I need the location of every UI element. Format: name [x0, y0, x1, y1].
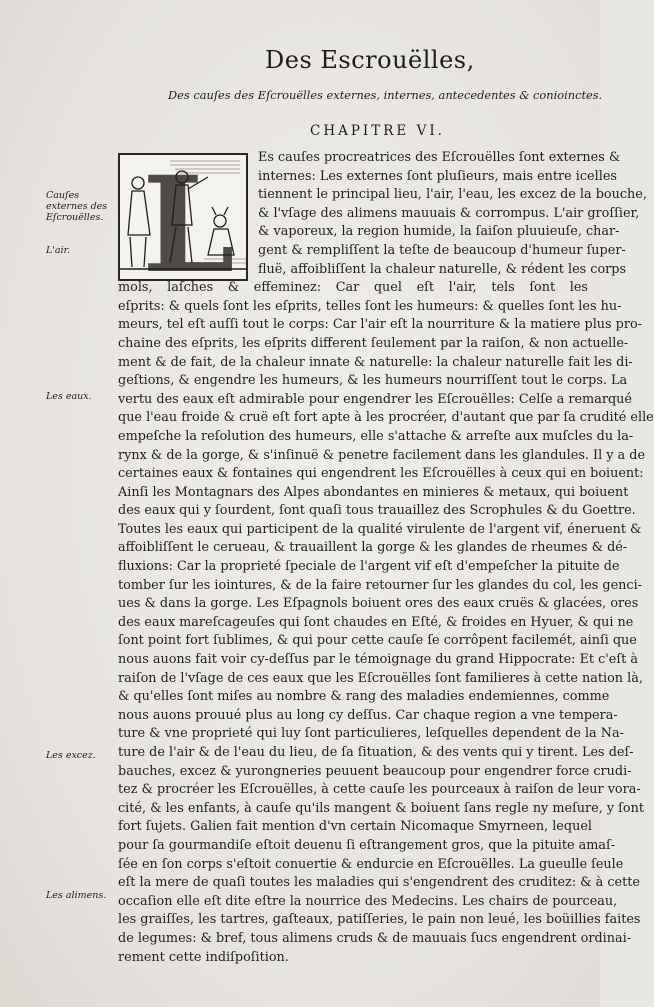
body-line: meurs, tel eſt auſſi tout le corps: Car l'air eſt la nourriture & la matiere plus pro-: [118, 317, 642, 333]
body-line: certaines eaux & fontaines qui engendrent les Eſcrouëlles à ceux qui en boiuent:: [118, 466, 644, 482]
margin-note-excess: Les excez.: [46, 750, 96, 761]
body-line: chaine des eſprits, les eſprits different ſeulement par la raiſon, & non actuelle-: [118, 335, 629, 351]
body-line: ues & dans la gorge. Les Eſpagnols boiuent ores des eaux cruës & glacées, ores: [118, 596, 639, 612]
body-line: tiennent le principal lieu, l'air, l'eau, les excez de la bouche,: [258, 187, 647, 203]
body-line: ſée en ſon corps s'eſtoit conuertie & endurcie en Eſcrouëlles. La gueulle ſeule: [118, 856, 624, 872]
body-line: vertu des eaux eſt admirable pour engendrer les Eſcrouëlles: Celſe a remarqué: [118, 391, 632, 407]
body-line: tomber ſur les iointures, & de la faire retourner ſur les glandes du col, les genci-: [118, 577, 643, 593]
body-line: empeſche la reſolution des humeurs, elle s'attache & arreſte aux muſcles du la-: [118, 428, 634, 444]
body-line: nous auons fait voir cy-deſſus par le témoignage du grand Hippocrate: Et c'eſt à: [118, 652, 638, 668]
body-line: ſont point fort ſublimes, & qui pour cette cauſe ſe corrôpent facilemét, ainſi que: [118, 633, 637, 649]
chapter-heading: CHAPITRE VI.: [310, 123, 445, 139]
body-line: pour ſa gourmandiſe eſtoit deuenu ſi eſtrangement gros, que la pituite amaſ-: [118, 837, 616, 853]
body-line: Ainſi les Montagnars des Alpes abondantes en minieres & metaux, qui boiuent: [118, 484, 629, 500]
body-line: Es cauſes procreatrices des Eſcrouëlles ſont externes &: [258, 150, 621, 165]
margin-note-causes: Cauſes externes des Eſcrouëlles.: [46, 190, 108, 223]
body-line: ture & vne proprieté qui luy ſont particulieres, leſquelles dependent de la Na-: [118, 726, 624, 742]
margin-note-air: L'air.: [46, 245, 71, 256]
body-line: que l'eau froide & cruë eſt fort apte à les procréer, d'autant que par ſa crudité elle: [118, 410, 654, 426]
body-line: rynx & de la gorge, & s'inſinuë & penetre facilement dans les glandules. Il y a de: [118, 447, 646, 463]
body-line: les graiſſes, les tartres, gaſteaux, patiſſeries, le pain non leué, les boüillies faites: [118, 912, 641, 928]
body-line: bauches, excez & yurongneries peuuent beaucoup pour engendrer force crudi-: [118, 763, 632, 779]
body-line: ture de l'air & de l'eau du lieu, de ſa ſituation, & des vents qui y tirent. Les deſ-: [118, 745, 634, 760]
body-line: & qu'elles ſont miſes au nombre & rang des maladies endemiennes, comme: [118, 689, 610, 705]
margin-note-waters: Les eaux.: [46, 391, 92, 402]
body-line: raiſon de l'vſage de ces eaux que les Eſcrouëlles ſont familieres à cette nation là,: [118, 670, 643, 686]
body-line: affoibliſſent le cerueau, & trauaillent la gorge & les glandes de rheumes & dé-: [118, 540, 628, 556]
body-line: geſtions, & engendre les humeurs, & les humeurs nourriſſent tout le corps. La: [118, 373, 628, 389]
body-line: tez & procréer les Eſcrouëlles, à cette cauſe les pourceaux à raiſon de leur vora-: [118, 782, 641, 798]
body-line: fort ſujets. Galien fait mention d'vn certain Nicomaque Smyrneen, lequel: [118, 819, 592, 835]
body-line: & vaporeux, la region humide, la ſaiſon pluuieuſe, char-: [258, 224, 620, 240]
initial-letter: L: [142, 148, 235, 303]
body-line: cité, & les enfants, à cauſe qu'ils mangent & boiuent ſans regle ny meſure, y ſont: [118, 800, 644, 816]
body-line: mols, laſches & effeminez: Car quel eſt l'air, tels ſont les: [118, 280, 588, 296]
chapter-subtitle: Des cauſes des Eſcrouëlles externes, internes, antecedentes & conioinctes.: [168, 88, 603, 102]
running-title: Des Escrouëlles,: [265, 46, 475, 74]
body-line: nous auons prouué plus au long cy deſſus. Car chaque region a vne tempera-: [118, 707, 618, 723]
body-line: occaſion elle eſt dite eſtre la nourrice des Medecins. Les chairs de pourceau,: [118, 893, 618, 909]
body-line: eſt la mere de quaſi toutes les maladies qui s'engendrent des cruditez: & à cette: [118, 875, 640, 891]
body-line: fluë, affoibliſſent la chaleur naturelle, & rédent les corps: [258, 261, 627, 277]
body-line: & l'vſage des alimens mauuais & corrompus. L'air groſſier,: [258, 205, 640, 221]
body-line: Toutes les eaux qui participent de la qualité virulente de l'argent vif, éneruent &: [118, 521, 642, 537]
body-line: internes: Les externes ſont pluſieurs, mais entre icelles: [258, 168, 617, 184]
body-line: des eaux qui y ſourdent, ſont quaſi tous trauaillez des Scrophules & du Goettre.: [118, 503, 636, 519]
margin-note-foods: Les alimens.: [46, 890, 107, 901]
body-line: de legumes: & bref, tous alimens cruds & de mauuais ſucs engendrent ordinai-: [118, 930, 632, 946]
body-line: ment & de fait, de la chaleur innate & naturelle: la chaleur naturelle fait les di-: [118, 354, 633, 370]
chapter-body-text: [118, 149, 654, 967]
body-line: fluxions: Car la proprieté ſpeciale de l'argent vif eſt d'empeſcher la pituite de: [118, 559, 620, 575]
body-line: eſprits: & quels ſont les eſprits, telles ſont les humeurs: & quelles ſont les hu-: [118, 298, 622, 314]
body-line: des eaux mareſcageuſes qui ſont chaudes en Eſté, & froides en Hyuer, & qui ne: [118, 614, 634, 630]
body-line: gent & rempliſſent la teſte de beaucoup d'humeur ſuper-: [258, 242, 626, 258]
body-line: rement cette indiſpoſition.: [118, 949, 289, 965]
